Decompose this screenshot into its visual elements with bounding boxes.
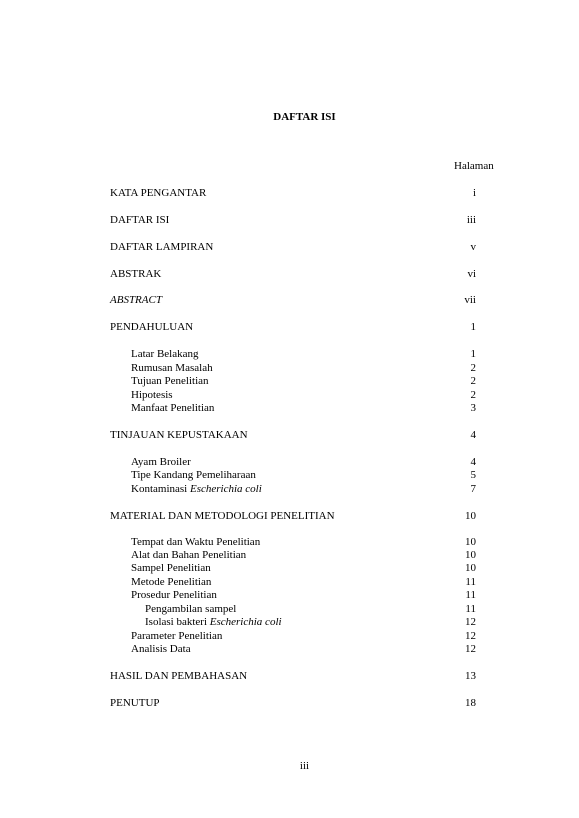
toc-entry-page: 4 <box>470 456 476 468</box>
toc-entry-abstrak[interactable] <box>110 267 476 281</box>
toc-entry-label: HASIL DAN PEMBAHASAN <box>110 670 248 682</box>
toc-entry-label: Latar Belakang <box>131 348 199 360</box>
toc-entry-rumusan-masalah[interactable] <box>110 361 476 375</box>
toc-entry-abstract[interactable] <box>110 293 476 307</box>
toc-entry-alat-bahan[interactable] <box>110 548 476 562</box>
toc-entry-tinjauan-kepustakaan[interactable] <box>110 428 476 442</box>
toc-entry-pendahuluan[interactable] <box>110 320 476 334</box>
toc-entry-page: 10 <box>465 510 476 522</box>
toc-entry-isolasi-bakteri[interactable] <box>110 615 476 629</box>
toc-entry-page: iii <box>466 214 476 226</box>
halaman-header: Halaman <box>454 160 494 172</box>
toc-entry-label: Pengambilan sampel <box>145 603 237 615</box>
toc-entry-latar-belakang[interactable] <box>110 347 476 361</box>
toc-entry-manfaat-penelitian[interactable] <box>110 401 476 415</box>
toc-entry-label: Tipe Kandang Pemeliharaan <box>131 469 256 481</box>
toc-entry-label: PENDAHULUAN <box>110 321 194 333</box>
toc-entry-label: Metode Penelitian <box>131 576 212 588</box>
toc-entry-label: ABSTRAK <box>110 268 162 280</box>
toc-entry-label: Hipotesis <box>131 389 173 401</box>
toc-entry-page: 11 <box>465 576 476 588</box>
toc-entry-label: Alat dan Bahan Penelitian <box>131 549 247 561</box>
toc-entry-label: Ayam Broiler <box>131 456 191 468</box>
toc-entry-page: 2 <box>470 389 476 401</box>
toc-entry-page: 1 <box>470 348 476 360</box>
toc-entry-page: 11 <box>465 589 476 601</box>
toc-entry-prosedur-penelitian[interactable] <box>110 588 476 602</box>
toc-entry-material-metodologi[interactable] <box>110 509 476 523</box>
toc-entry-daftar-lampiran[interactable] <box>110 240 476 254</box>
toc-entry-ayam-broiler[interactable] <box>110 455 476 469</box>
toc-entry-sampel-penelitian[interactable] <box>110 561 476 575</box>
toc-entry-label-prefix: Isolasi bakteri <box>145 616 210 628</box>
toc-entry-page: 11 <box>465 603 476 615</box>
toc-entry-label: Parameter Penelitian <box>131 630 223 642</box>
toc-entry-label: DAFTAR LAMPIRAN <box>110 241 214 253</box>
toc-entry-page: 5 <box>470 469 476 481</box>
toc-entry-page: 1 <box>470 321 476 333</box>
toc-entry-page: i <box>472 187 476 199</box>
toc-entry-page: 10 <box>465 549 476 561</box>
toc-entry-pengambilan-sampel[interactable] <box>110 602 476 616</box>
toc-entry-page: 3 <box>470 402 476 414</box>
toc-entry-page: 12 <box>465 630 476 642</box>
toc-entry-kata-pengantar[interactable] <box>110 186 476 200</box>
toc-entry-page: v <box>470 241 476 253</box>
toc-entry-label: TINJAUAN KEPUSTAKAAN <box>110 429 248 441</box>
footer-page-number: iii <box>299 760 310 772</box>
page-title: DAFTAR ISI <box>273 111 336 123</box>
toc-entry-page: vii <box>464 294 476 306</box>
toc-entry-page: 7 <box>470 483 476 495</box>
toc-entry-label-italic: Escherichia coli <box>209 616 282 628</box>
toc-entry-label-italic: Escherichia coli <box>189 483 262 495</box>
toc-entry-page: 18 <box>465 697 476 709</box>
toc-entry-page: vi <box>467 268 476 280</box>
toc-entry-metode-penelitian[interactable] <box>110 575 476 589</box>
toc-entry-label: Prosedur Penelitian <box>131 589 217 601</box>
toc-entry-label: MATERIAL DAN METODOLOGI PENELITIAN <box>110 510 335 522</box>
toc-entry-label: Sampel Penelitian <box>131 562 211 574</box>
toc-entry-label: PENUTUP <box>110 697 160 709</box>
toc-entry-page: 13 <box>465 670 476 682</box>
toc-entry-label: ABSTRACT <box>110 294 162 306</box>
toc-entry-tujuan-penelitian[interactable] <box>110 374 476 388</box>
toc-entry-page: 12 <box>465 616 476 628</box>
toc-entry-tempat-waktu[interactable] <box>110 535 476 549</box>
toc-entry-page: 2 <box>470 375 476 387</box>
toc-entry-kontaminasi-ecoli[interactable] <box>110 482 476 496</box>
toc-entry-parameter-penelitian[interactable] <box>110 629 476 643</box>
toc-entry-analisis-data[interactable] <box>110 642 476 656</box>
toc-entry-label: Tujuan Penelitian <box>131 375 209 387</box>
toc-entry-penutup[interactable] <box>110 696 476 710</box>
toc-entry-page: 10 <box>465 536 476 548</box>
toc-entry-page: 12 <box>465 643 476 655</box>
toc-entry-page: 4 <box>470 429 476 441</box>
toc-entry-page: 2 <box>470 362 476 374</box>
toc-entry-tipe-kandang[interactable] <box>110 468 476 482</box>
toc-entry-label <box>145 615 282 629</box>
toc-entry-hipotesis[interactable] <box>110 388 476 402</box>
toc-entry-label: Rumusan Masalah <box>131 362 213 374</box>
toc-entry-hasil-pembahasan[interactable] <box>110 669 476 683</box>
toc-entry-label: Tempat dan Waktu Penelitian <box>131 536 261 548</box>
toc-entry-label: Manfaat Penelitian <box>131 402 215 414</box>
toc-entry-label-prefix: Kontaminasi <box>131 483 190 495</box>
toc-entry-daftar-isi[interactable] <box>110 213 476 227</box>
toc-entry-label: DAFTAR ISI <box>110 214 170 226</box>
toc-entry-page: 10 <box>465 562 476 574</box>
toc-entry-label: KATA PENGANTAR <box>110 187 207 199</box>
toc-entry-label <box>131 482 262 496</box>
toc-entry-label: Analisis Data <box>131 643 191 655</box>
